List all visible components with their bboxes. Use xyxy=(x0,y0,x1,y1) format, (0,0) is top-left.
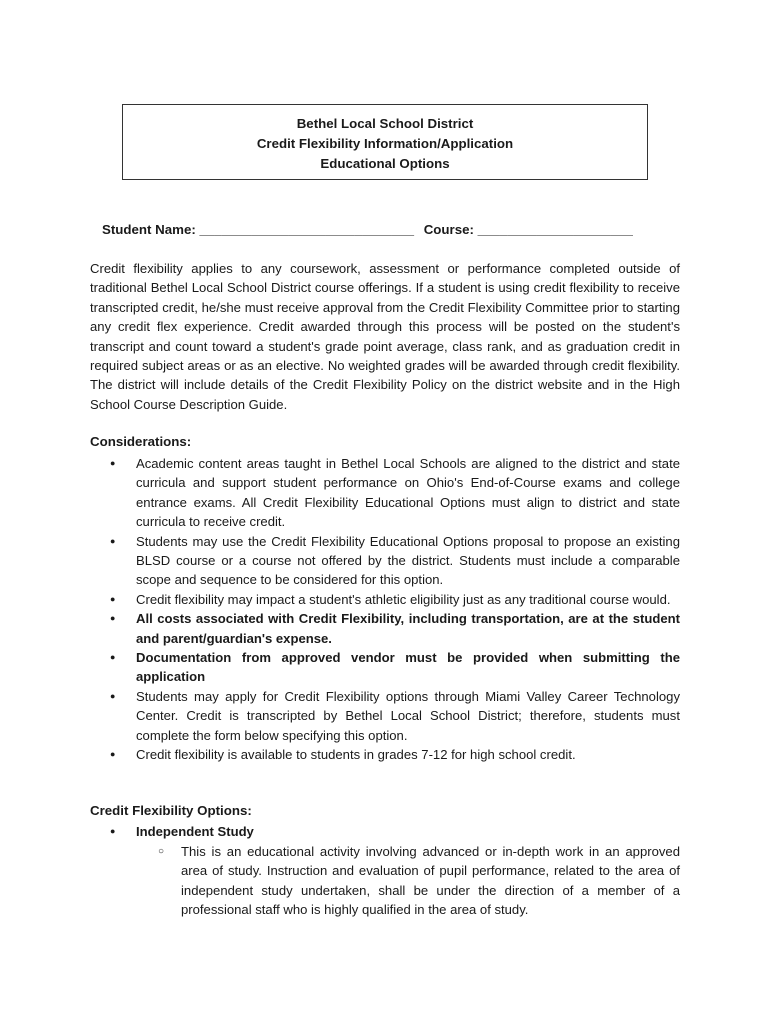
student-info-line xyxy=(102,222,639,237)
options-heading: Credit Flexibility Options: xyxy=(90,803,252,818)
list-item: ● Students may use the Credit Flexibility Educational Options proposal to propose an existing BLSD course or a course not offered by the district. Students must include a comparable scope and sequence to be considered for this option. xyxy=(110,532,680,590)
list-item: ● Academic content areas taught in Bethel Local Schools are aligned to the district and state curricula and support student performance on Ohio's End-of-Course exams and college entrance exams. All Credit Flexibility Educational Options must align to district and state curricula to receive credit. xyxy=(110,454,680,532)
considerations-heading: Considerations: xyxy=(90,434,192,449)
list-item: ● Credit flexibility may impact a student's athletic eligibility just as any traditional course would. xyxy=(110,590,680,609)
list-item: ● Credit flexibility is available to students in grades 7-12 for high school credit. xyxy=(110,745,680,764)
form-subtitle: Educational Options xyxy=(320,156,450,171)
student-name-field[interactable]: Student Name: _____________________________ xyxy=(102,222,414,237)
list-item: ● Documentation from approved vendor must be provided when submitting the application xyxy=(110,648,680,687)
considerations-list xyxy=(110,454,680,765)
document-header-box xyxy=(122,104,648,180)
list-item: ● Students may apply for Credit Flexibility options through Miami Valley Career Technology Center. Credit is transcripted by Bethel Local School District; therefore, students must complete the form below specifying this option. xyxy=(110,687,680,745)
list-item: ● All costs associated with Credit Flexibility, including transportation, are at the student and parent/guardian's expense. xyxy=(110,609,680,648)
independent-study-sublist xyxy=(158,842,680,920)
list-item-independent-study: ● Independent Study xyxy=(110,822,680,841)
independent-study-description: ○ This is an educational activity involving advanced or in-depth work in an approved area of study. Instruction and evaluation of pupil performance, related to the area of independent study undertaken, shall be under the direction of a member of a professional staff who is highly qualified in the area of study. xyxy=(158,842,680,920)
district-name: Bethel Local School District xyxy=(296,116,474,131)
form-title: Credit Flexibility Information/Application xyxy=(256,136,514,151)
intro-paragraph: Credit flexibility applies to any coursework, assessment or performance completed outside of traditional Bethel Local School District course offerings. If a student is using credit flexibility to receive transcripted credit, he/she must receive approval from the Credit Flexibility Committee prior to starting any credit flex experience. Credit awarded through this process will be posted on the student's transcript and count toward a student's grade point average, class rank, and as graduation credit in required subject areas or as an elective. No weighted grades will be awarded through credit flexibility. The district will include details of the Credit Flexibility Policy on the district website and in the High School Course Description Guide. xyxy=(90,261,680,412)
options-list xyxy=(110,822,680,841)
course-field[interactable]: Course: _____________________ xyxy=(423,222,633,237)
